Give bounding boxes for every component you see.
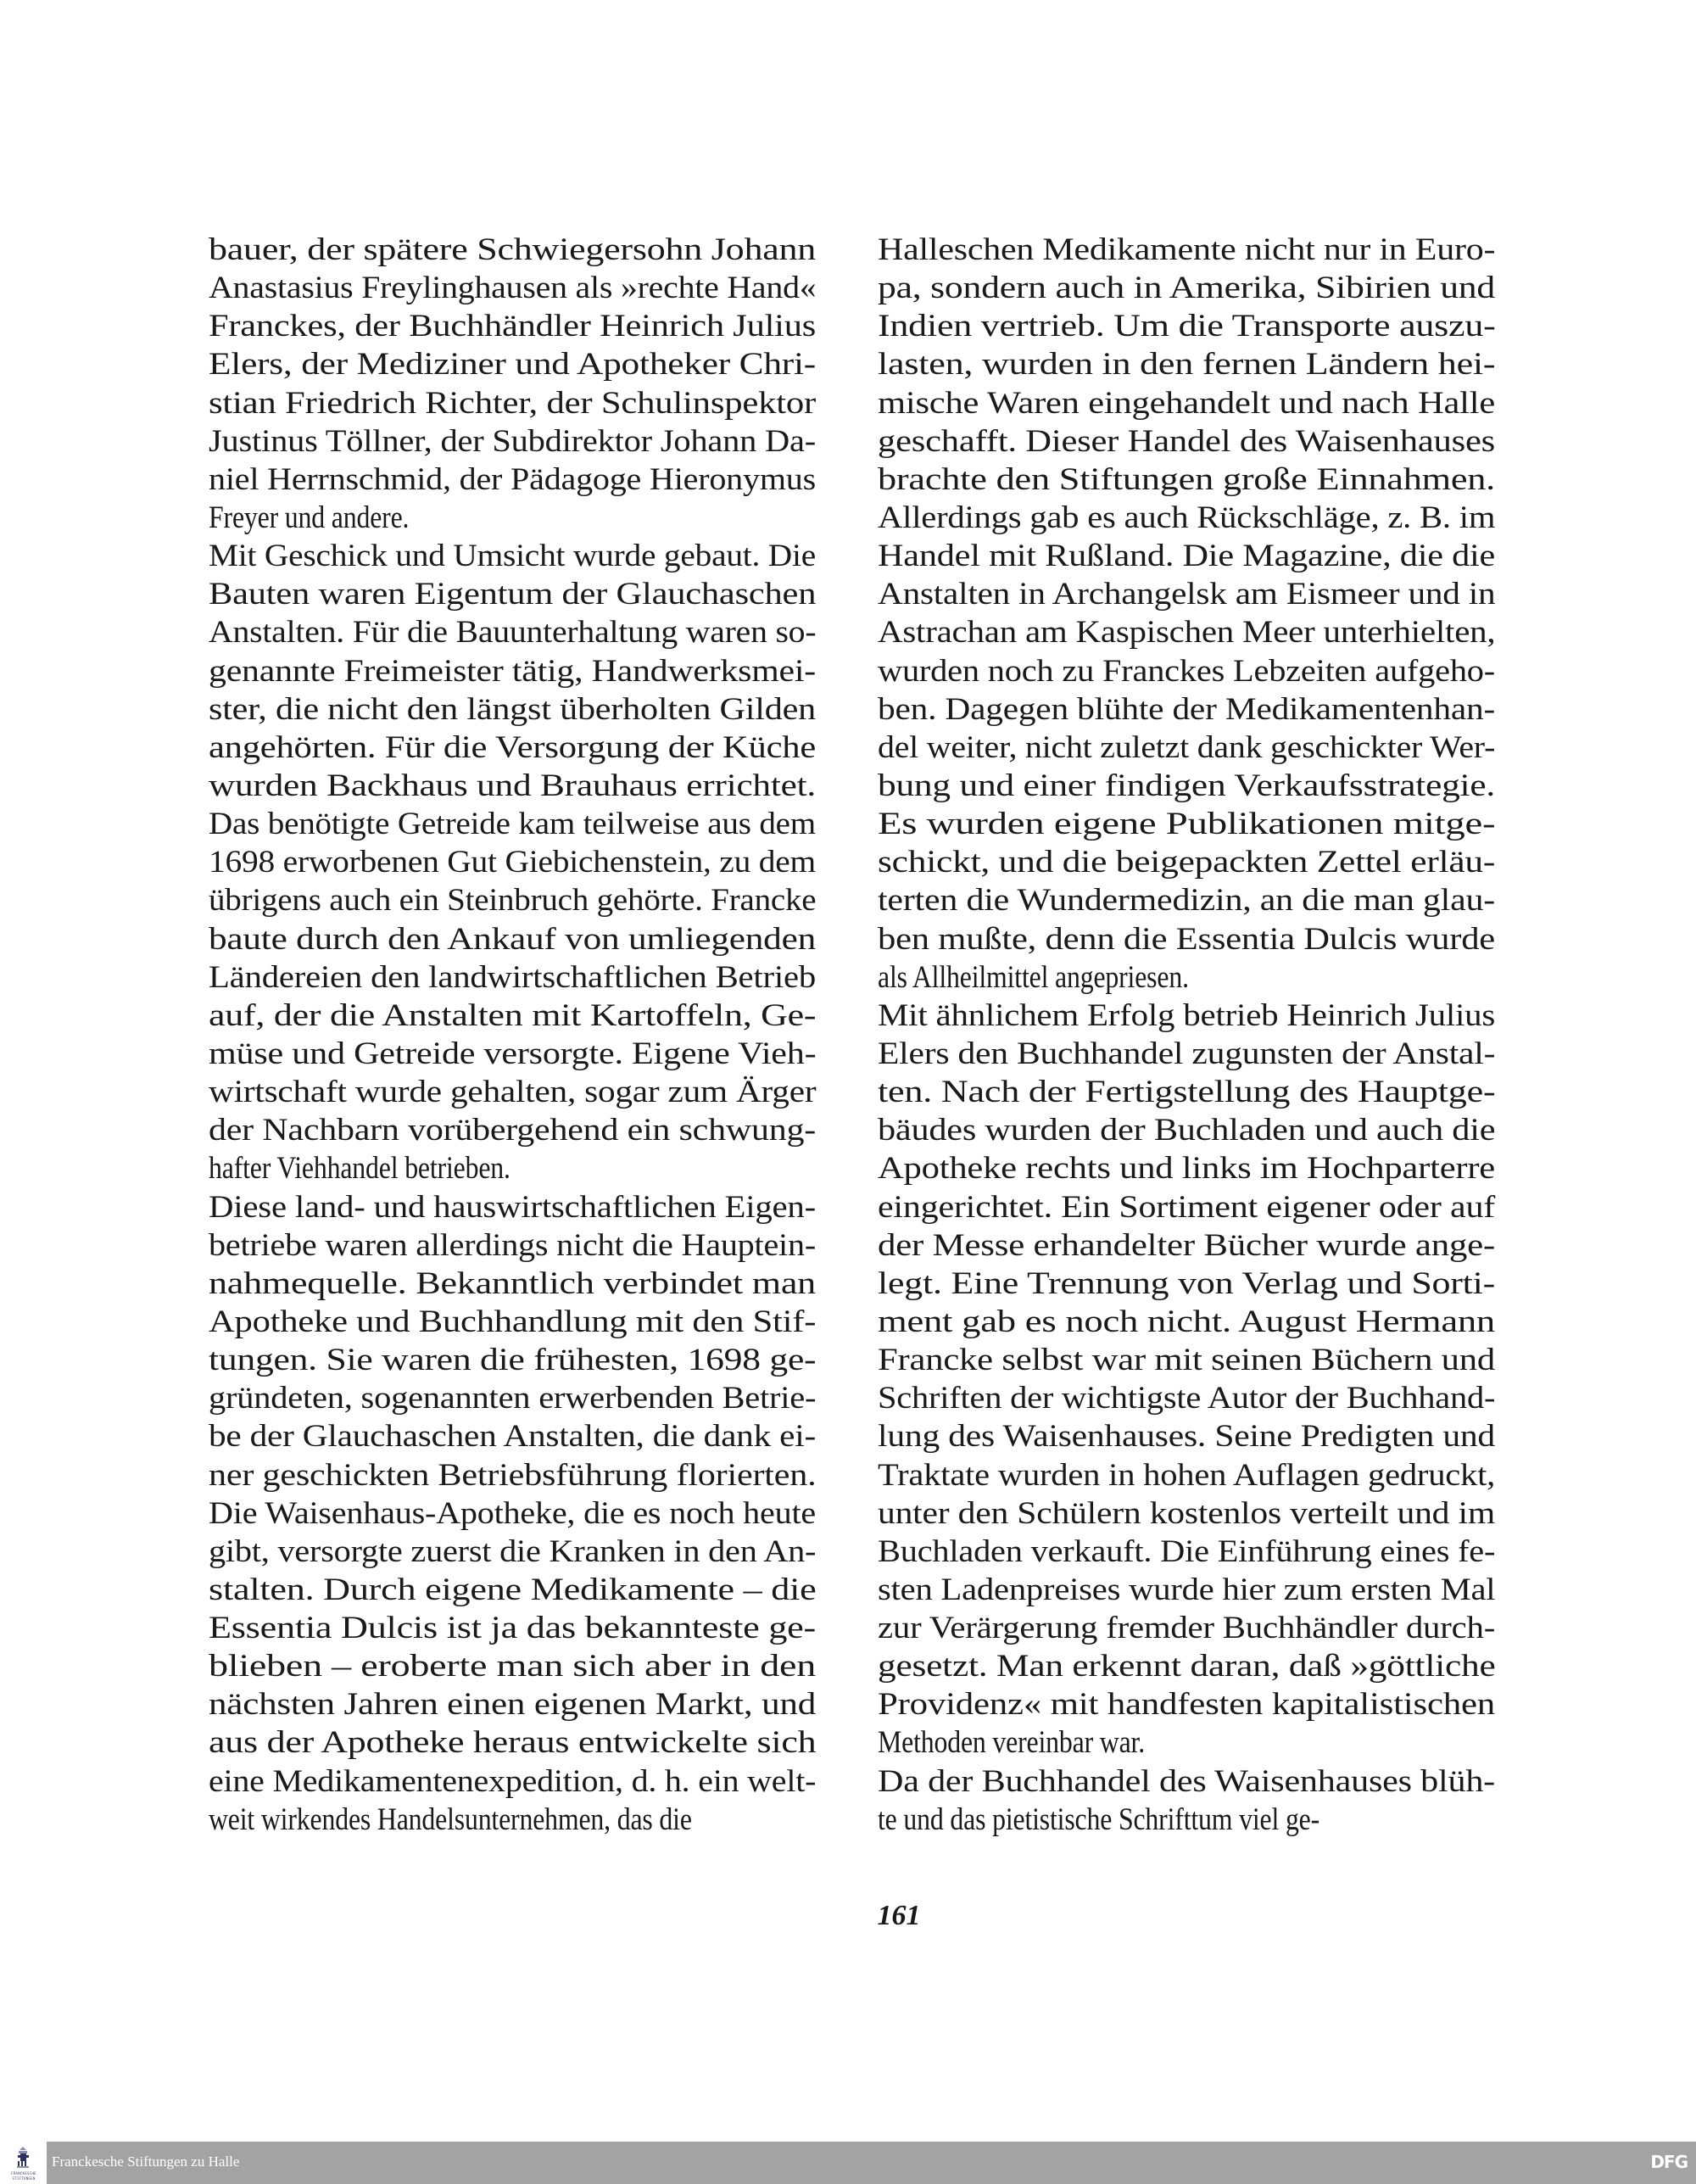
text-line: stian Friedrich Richter, der Schulinspektor	[209, 385, 816, 421]
text-line: tungen. Sie waren die frühesten, 1698 ge-	[209, 1343, 817, 1378]
text-line: geschafft. Dieser Handel des Waisenhauses	[878, 423, 1495, 459]
text-line: als Allheilmittel angepriesen.	[878, 959, 1189, 995]
text-line: aus der Apotheke heraus entwickelte sich	[209, 1725, 817, 1761]
footer-bar	[47, 2142, 1696, 2184]
text-line: Ländereien den landwirtschaftlichen Betrieb	[209, 959, 816, 995]
viewer-footer	[0, 2142, 1696, 2184]
text-line: eingerichtet. Ein Sortiment eigener oder auf	[878, 1189, 1495, 1225]
text-line: Indien vertrieb. Um die Transporte auszu-	[878, 309, 1496, 344]
text-line: del weiter, nicht zuletzt dank geschickter Wer-	[878, 729, 1496, 765]
text-line: terten die Wundermedizin, an die man glau-	[878, 883, 1495, 919]
footer-institution-title[interactable]: Franckesche Stiftungen zu Halle	[52, 2153, 240, 2170]
text-line: Buchladen verkauft. Die Einführung eines fe-	[878, 1533, 1496, 1569]
institution-emblem-icon	[15, 2147, 31, 2169]
text-line: nahmequelle. Bekanntlich verbindet man	[209, 1265, 816, 1301]
text-line: Apotheke rechts und links im Hochparterre	[878, 1151, 1495, 1187]
text-line: schickt, und die beigepackten Zettel erläu-	[878, 845, 1496, 880]
text-line: ben. Dagegen blühte der Medikamentenhan-	[878, 691, 1495, 727]
text-line: auf, der die Anstalten mit Kartoffeln, Ge-	[209, 997, 817, 1033]
text-line: der Messe erhandelter Bücher wurde ange-	[878, 1227, 1495, 1263]
text-line: Elers den Buchhandel zugunsten der Anstal-	[878, 1036, 1496, 1071]
text-line: Die Waisenhaus-Apotheke, die es noch heute	[209, 1495, 816, 1531]
text-column-right	[878, 231, 1495, 1839]
franckesche-stiftungen-logo[interactable]	[0, 2142, 47, 2184]
text-line: Bauten waren Eigentum der Glauchaschen	[209, 577, 817, 612]
text-line: Methoden vereinbar war.	[878, 1725, 1146, 1761]
text-line: Mit ähnlichem Erfolg betrieb Heinrich Julius	[878, 997, 1496, 1033]
text-line: gibt, versorgte zuerst die Kranken in den An-	[209, 1533, 817, 1569]
dfg-logo[interactable]: DFG	[1650, 2152, 1688, 2172]
text-line: te und das pietistische Schrifttum viel ge-	[878, 1801, 1320, 1837]
text-line: nächsten Jahren einen eigenen Markt, und	[209, 1687, 816, 1723]
text-line: Astrachan am Kaspischen Meer unterhielten,	[878, 615, 1496, 651]
text-line: Freyer und andere.	[209, 500, 410, 535]
text-line: weit wirkendes Handelsunternehmen, das die	[209, 1801, 692, 1837]
text-line: Diese land- und hauswirtschaftlichen Eigen-	[209, 1189, 816, 1225]
text-line: blieben – eroberte man sich aber in den	[209, 1649, 816, 1684]
text-line: ten. Nach der Fertigstellung des Hauptge-	[878, 1075, 1496, 1110]
text-line: bäudes wurden der Buchladen und auch die	[878, 1113, 1496, 1148]
text-line: übrigens auch ein Steinbruch gehörte. Francke	[209, 883, 817, 919]
text-line: Justinus Töllner, der Subdirektor Johann Da-	[209, 423, 816, 459]
text-line: lung des Waisenhauses. Seine Predigten und	[878, 1419, 1495, 1455]
text-line: Allerdings gab es auch Rückschläge, z. B. im	[878, 500, 1496, 535]
text-line: wurden Backhaus und Brauhaus errichtet.	[209, 768, 816, 803]
text-line: bung und einer findigen Verkaufsstrategie.	[878, 768, 1495, 803]
text-line: brachte den Stiftungen große Einnahmen.	[878, 461, 1495, 497]
text-line: müse und Getreide versorgte. Eigene Vieh-	[209, 1036, 817, 1071]
text-line: bauer, der spätere Schwiegersohn Johann	[209, 232, 817, 267]
text-line: Handel mit Rußland. Die Magazine, die die	[878, 539, 1496, 574]
text-line: Elers, der Mediziner und Apotheker Chri-	[209, 347, 816, 383]
text-line: Francke selbst war mit seinen Büchern und	[878, 1343, 1495, 1378]
text-line: stalten. Durch eigene Medikamente – die	[209, 1572, 817, 1607]
text-line: Apotheke und Buchhandlung mit den Stif-	[209, 1304, 817, 1339]
text-line: Schriften der wichtigste Autor der Buchhand-	[878, 1381, 1496, 1416]
text-line: genannte Freimeister tätig, Handwerksmei-	[209, 653, 816, 689]
text-line: Franckes, der Buchhändler Heinrich Julius	[209, 309, 816, 344]
text-line: ster, die nicht den längst überholten Gilden	[209, 691, 816, 727]
text-line: ben mußte, denn die Essentia Dulcis wurde	[878, 921, 1495, 957]
text-line: gründeten, sogenannten erwerbenden Betrie-	[209, 1381, 817, 1416]
logo-text-line2: STIFTUNGEN	[12, 2176, 36, 2181]
text-line: legt. Eine Trennung von Verlag und Sorti-	[878, 1265, 1495, 1301]
page-number: 161	[877, 1900, 921, 1931]
text-line: Das benötigte Getreide kam teilweise aus dem	[209, 807, 816, 842]
text-line: der Nachbarn vorübergehend ein schwung-	[209, 1113, 816, 1148]
text-line: Da der Buchhandel des Waisenhauses blüh-	[878, 1763, 1495, 1799]
text-line: Traktate wurden in hohen Auflagen gedruckt,	[878, 1457, 1496, 1493]
text-line: Anstalten in Archangelsk am Eismeer und in	[878, 577, 1496, 612]
text-line: wirtschaft wurde gehalten, sogar zum Ärger	[209, 1075, 817, 1110]
text-line: angehörten. Für die Versorgung der Küche	[209, 729, 816, 765]
text-line: pa, sondern auch in Amerika, Sibirien und	[878, 271, 1495, 306]
logo-text-line1: FRANCKESCHE	[11, 2171, 36, 2176]
text-line: wurden noch zu Franckes Lebzeiten aufgeho-	[878, 653, 1495, 689]
text-line: baute durch den Ankauf von umliegenden	[209, 921, 816, 957]
text-line: lasten, wurden in den fernen Ländern hei-	[878, 347, 1496, 383]
text-line: mische Waren eingehandelt und nach Halle	[878, 385, 1495, 421]
text-line: ner geschickten Betriebsführung florierten.	[209, 1457, 817, 1493]
text-line: 1698 erworbenen Gut Giebichenstein, zu dem	[209, 845, 816, 880]
text-line: Providenz« mit handfesten kapitalistischen	[878, 1687, 1495, 1723]
text-line: eine Medikamentenexpedition, d. h. ein welt-	[209, 1763, 817, 1799]
text-line: sten Ladenpreises wurde hier zum ersten Mal	[878, 1572, 1496, 1607]
text-line: hafter Viehhandel betrieben.	[209, 1151, 510, 1187]
text-line: Anastasius Freylinghausen als »rechte Hand«	[209, 271, 817, 306]
text-line: Anstalten. Für die Bauunterhaltung waren so-	[209, 615, 817, 651]
text-line: Essentia Dulcis ist ja das bekannteste ge-	[209, 1611, 817, 1646]
text-line: niel Herrnschmid, der Pädagoge Hieronymus	[209, 461, 816, 497]
text-line: zur Verärgerung fremder Buchhändler durch-	[878, 1611, 1496, 1646]
text-line: betriebe waren allerdings nicht die Hauptein-	[209, 1227, 816, 1263]
text-column-left	[209, 231, 816, 1839]
text-line: unter den Schülern kostenlos verteilt und im	[878, 1495, 1495, 1531]
text-line: ment gab es noch nicht. August Hermann	[878, 1304, 1495, 1339]
text-line: Es wurden eigene Publikationen mitge-	[878, 807, 1496, 842]
text-line: Mit Geschick und Umsicht wurde gebaut. Die	[209, 539, 816, 574]
text-line: Halleschen Medikamente nicht nur in Euro-	[878, 232, 1496, 267]
text-line: gesetzt. Man erkennt daran, daß »göttliche	[878, 1649, 1496, 1684]
text-line: be der Glauchaschen Anstalten, die dank ei-	[209, 1419, 816, 1455]
